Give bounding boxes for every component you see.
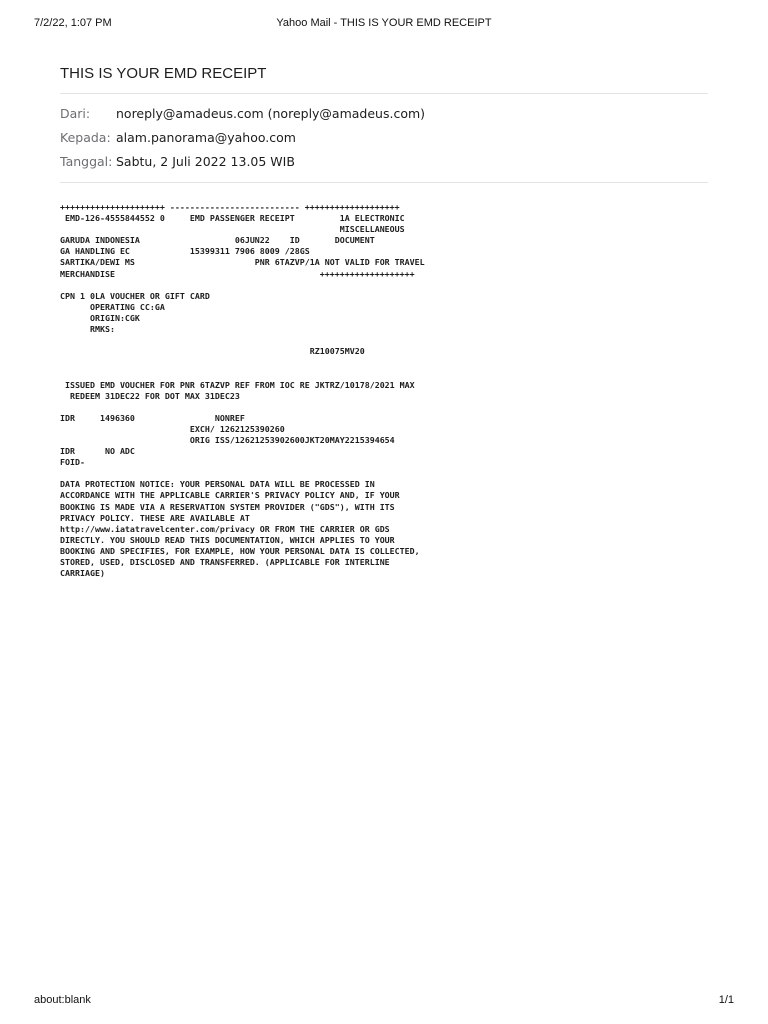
email-meta	[60, 94, 708, 183]
to-label: Kepada:	[60, 130, 111, 145]
email-subject: THIS IS YOUR EMD RECEIPT	[60, 60, 708, 94]
email-message	[60, 60, 708, 579]
from-row	[60, 102, 708, 126]
print-datetime: 7/2/22, 1:07 PM	[34, 17, 112, 29]
print-page-title: Yahoo Mail - THIS IS YOUR EMD RECEIPT	[276, 17, 492, 29]
date-row	[60, 150, 708, 174]
from-label: Dari:	[60, 106, 91, 121]
date-label: Tanggal:	[60, 154, 113, 169]
to-value[interactable]: alam.panorama@yahoo.com	[116, 130, 296, 145]
date-value: Sabtu, 2 Juli 2022 13.05 WIB	[116, 154, 295, 169]
print-url: about:blank	[34, 994, 91, 1006]
print-page-number: 1/1	[718, 994, 734, 1006]
email-body: +++++++++++++++++++++ -------------------------- +++++++++++++++++++ EMD-126-4555844552 0 EMD PASSENGER RECEIPT 1A ELECTRONIC MISCELLANEOUS GARUDA INDONESIA 06JUN22 ID DOCUMENT GA HANDLING EC 15399311 7906 8009 /28GS SARTIKA/DEWI MS PNR 6TAZVP/1A NOT VALID FOR TRAVEL MERCHANDISE +++++++++++++++++++ CPN 1 0LA VOUCHER OR GIFT CARD OPERATING CC:GA ORIGIN:CGK RMKS: RZ10075MV20 ISSUED EMD VOUCHER FOR PNR 6TAZVP REF FROM IOC RE JKTRZ/10178/2021 MAX REDEEM 31DEC22 FOR DOT MAX 31DEC23 IDR 1496360 NONREF EXCH/ 1262125390260 ORIG ISS/12621253902600JKT20MAY2215394654 IDR NO ADC FOID- DATA PROTECTION NOTICE: YOUR PERSONAL DATA WILL BE PROCESSED IN ACCORDANCE WITH THE APPLICABLE CARRIER'S PRIVACY POLICY AND, IF YOUR BOOKING IS MADE VIA A RESERVATION SYSTEM PROVIDER ("GDS"), WITH ITS PRIVACY POLICY. THESE ARE AVAILABLE AT http://www.iatatravelcenter.com/privacy OR FROM THE CARRIER OR GDS DIRECTLY. YOU SHOULD READ THIS DOCUMENTATION, WHICH APPLIES TO YOUR BOOKING AND SPECIFIES, FOR EXAMPLE, HOW YOUR PERSONAL DATA IS COLLECTED, STORED, USED, DISCLOSED AND TRANSFERRED. (APPLICABLE FOR INTERLINE CARRIAGE)	[60, 202, 425, 579]
to-row	[60, 126, 708, 150]
from-value[interactable]: noreply@amadeus.com (noreply@amadeus.com)	[116, 106, 426, 121]
